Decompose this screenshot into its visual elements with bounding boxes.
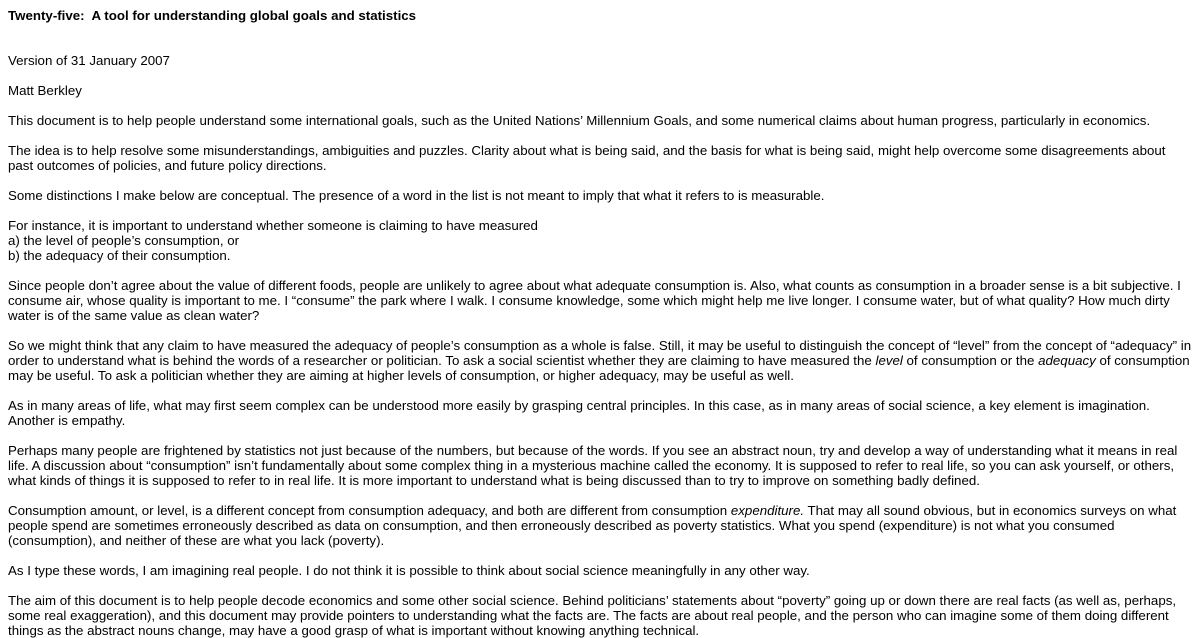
instance-option-b: b) the adequacy of their consumption.	[8, 248, 231, 263]
paragraph-real-people: As I type these words, I am imagining real people. I do not think it is possible to think about social science meaningfully in any other way.	[8, 563, 810, 578]
paragraph-idea: The idea is to help resolve some misunderstandings, ambiguities and puzzles. Clarity about what is being said, and the basis for what is being said, might help overcome some disagreements about past outcomes of policies, and future policy directions.	[8, 143, 1166, 173]
author-line: Matt Berkley	[8, 83, 82, 98]
p9-text-b: That may all sound obvious, but in economics surveys on what people spend are sometimes erroneously described as data on consumption, and then erroneously described as poverty statistics. What you spend (expenditure) is not what you consumed (consumption), and neither of these are what you lack (poverty).	[8, 503, 1177, 548]
paragraph-expenditure	[8, 503, 1193, 548]
version-line: Version of 31 January 2007	[8, 53, 170, 68]
paragraph-distinctions: Some distinctions I make below are conceptual. The presence of a word in the list is not meant to imply that what it refers to is measurable.	[8, 188, 825, 203]
paragraph-purpose: This document is to help people understand some international goals, such as the United Nations’ Millennium Goals, and some numerical claims about human progress, particularly in economics.	[8, 113, 1151, 128]
p6-text-b: of consumption or the	[902, 353, 1039, 368]
p6-text-c: of consumption may be useful. To ask a politician whether they are aiming at higher levels of consumption, or higher adequacy, may be useful as well.	[8, 353, 1190, 383]
paragraph-aim: The aim of this document is to help people decode economics and some other social science. Behind politicians’ statements about “poverty” going up or down there are real facts (as well as, perhaps, some real exaggeration), and this document may provide pointers to understanding what the facts are. The facts are about real people, and the person who can imagine some of them doing different things as the abstract nouns change, may have a good grasp of what is important without knowing anything technical.	[8, 593, 1177, 638]
p6-emphasis-level: level	[875, 353, 903, 368]
p6-text-a: So we might think that any claim to have measured the adequacy of people’s consumption as a whole is false. Still, it may be useful to distinguish the concept of “level” from the concept of “adequacy” in order to understand what is behind the words of a researcher or politician. To ask a social scientist whether they are claiming to have measured the	[8, 338, 1192, 368]
paragraph-instance	[8, 218, 1193, 263]
p9-emphasis-expenditure: expenditure.	[730, 503, 805, 518]
paragraph-statistics: Perhaps many people are frightened by statistics not just because of the numbers, but because of the words. If you see an abstract noun, try and develop a way of understanding what it means in real life. A discussion about “consumption” isn’t fundamentally about some complex thing in a mysterious machine called the economy. It is supposed to refer to real life, so you can ask yourself, or others, what kinds of things it is supposed to refer to in real life. It is more important to understand what is being discussed than to try to improve on something badly defined.	[8, 443, 1178, 488]
instance-option-a: a) the level of people’s consumption, or	[8, 233, 240, 248]
paragraph-level-adequacy	[8, 338, 1193, 383]
p6-emphasis-adequacy: adequacy	[1038, 353, 1096, 368]
paragraph-imagination: As in many areas of life, what may first seem complex can be understood more easily by grasping central principles. In this case, as in many areas of social science, a key element is imagination. Another is empathy.	[8, 398, 1150, 428]
instance-line: For instance, it is important to understand whether someone is claiming to have measured	[8, 218, 538, 233]
p9-text-a: Consumption amount, or level, is a different concept from consumption adequacy, and both are different from consumption	[8, 503, 731, 518]
paragraph-consumption: Since people don’t agree about the value of different foods, people are unlikely to agree about what adequate consumption is. Also, what counts as consumption in a broader sense is a bit subjective. I consume air, whose quality is important to me. I “consume” the park where I walk. I consume knowledge, some which might help me live longer. I consume water, but of what quality? How much dirty water is of the same value as clean water?	[8, 278, 1181, 323]
document-title: Twenty-five: A tool for understanding global goals and statistics	[8, 8, 417, 23]
